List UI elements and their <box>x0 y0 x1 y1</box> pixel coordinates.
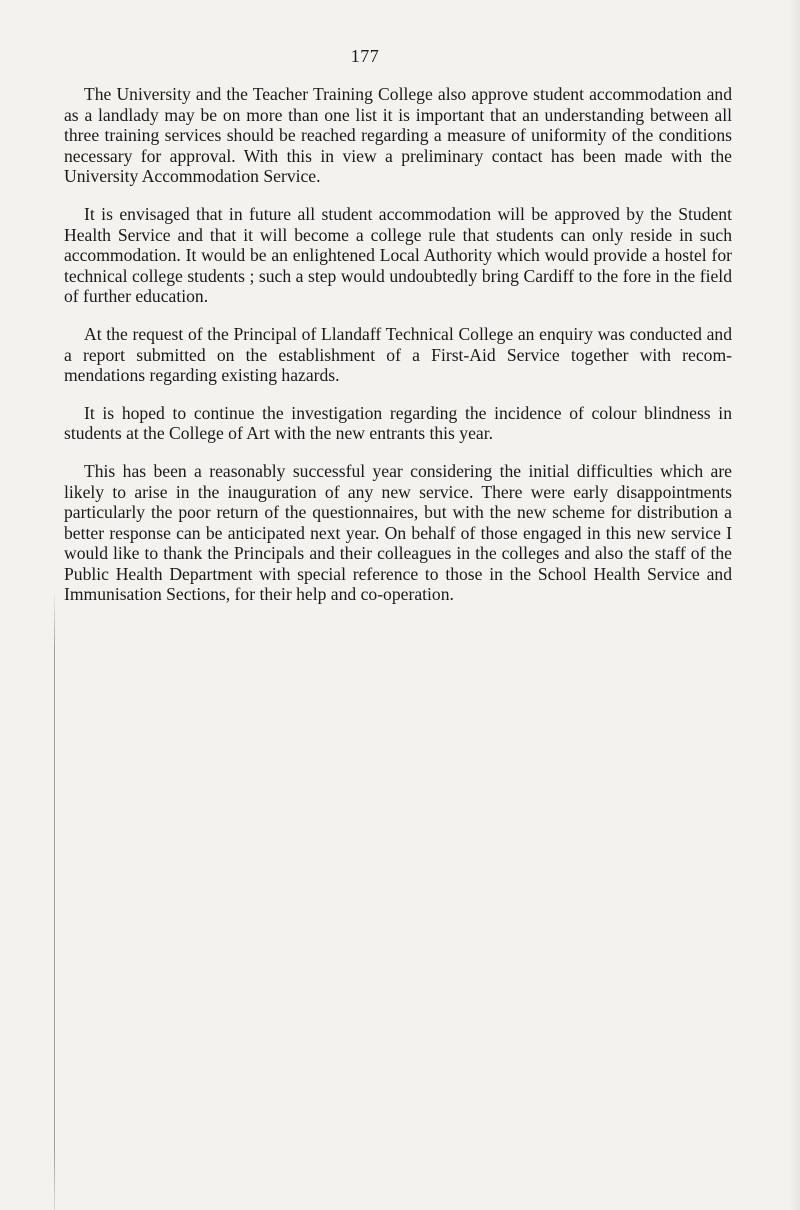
page-number: 177 <box>350 46 380 66</box>
binding-edge-line <box>54 590 55 1210</box>
paragraph-accommodation-approval: The University and the Teacher Training College also approve student accommodation and as a landlady may be on more than one list it is important that an understanding between all three training services should be reached regarding a measure of uniformity of the conditions necessary for approval. With this in view a preliminary contact has been made with the University Accommodation Service. <box>64 84 732 187</box>
document-body <box>64 84 732 622</box>
paragraph-acknowledgements: This has been a reasonably successful year considering the initial difficulties which are likely to arise in the inauguration of any new service. There were early disappointments particularly the poor return of the questionnaires, but with the new scheme for distribution a better response can be anticipated next year. On behalf of those engaged in this new service I would like to thank the Principals and their colleagues in the colleges and also the staff of the Public Health Department with special reference to those in the School Health Service and Immunisation Sections, for their help and co-operation. <box>64 460 732 605</box>
paragraph-future-accommodation: It is envisaged that in future all student accommodation will be approved by the Student Health Service and that it will become a college rule that students can only reside in such accommodation. It would be an enlightened Local Authority which would provide a hostel for technical college students ; such a step would undoubtedly bring Cardiff to the fore in the field of further education. <box>64 203 732 307</box>
paragraph-colour-blindness: It is hoped to continue the investigation regarding the incidence of colour blindness in students at the College of Art with the new entrants this year. <box>64 402 732 444</box>
page-edge-shadow <box>788 0 800 1210</box>
paragraph-first-aid-enquiry: At the request of the Principal of Llandaff Technical College an enquiry was conducted and a report submitted on the establishment of a First-Aid Service together with recom- mendations regarding existing hazards. <box>64 323 732 386</box>
